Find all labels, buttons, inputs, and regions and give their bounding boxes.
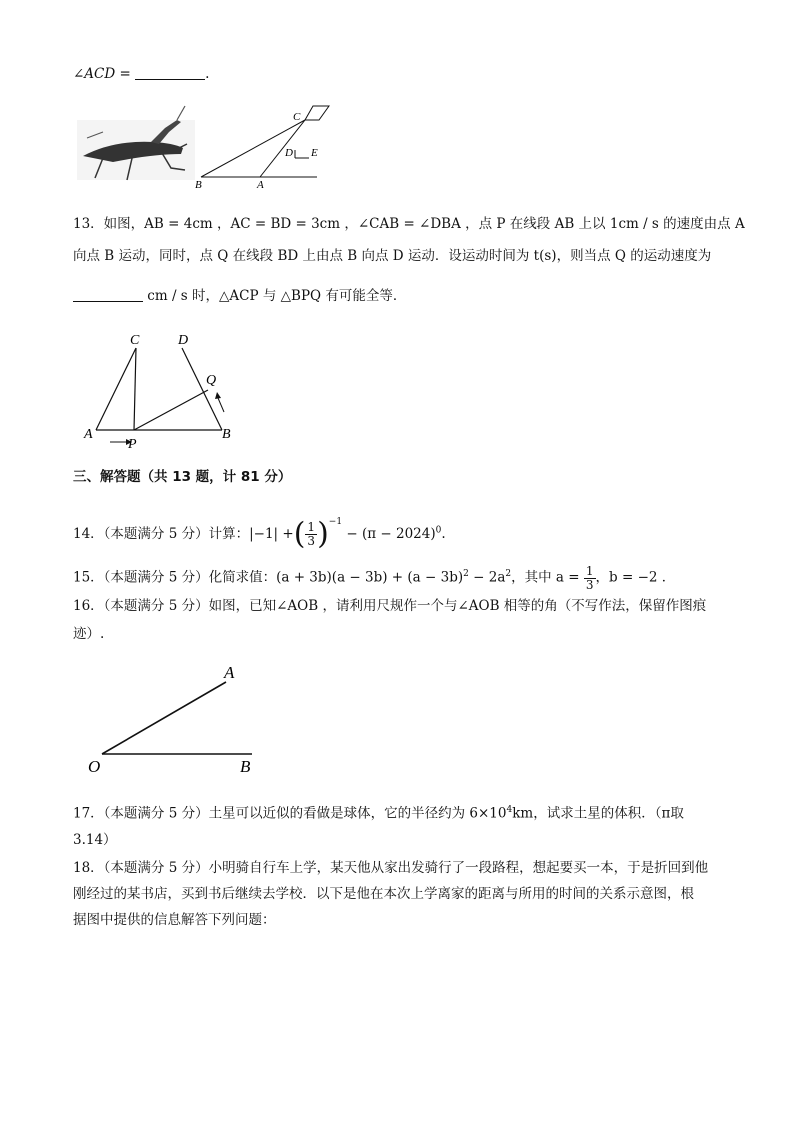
section-3-heading: 三、解答题（共 13 题，计 81 分）: [73, 469, 292, 485]
diagram-12: [195, 106, 329, 190]
q12-suffix: .: [205, 66, 210, 82]
q15-b: ，b = −2 ．: [595, 569, 676, 586]
q14-line: 14．（本题满分 5 分）计算：|−1| +( $\frac{1}{3}$ )$^{-1} - (\pi - 2024)^0$.: [73, 516, 446, 552]
q15-cond: ，其中 a =: [511, 569, 580, 586]
q15-a-fraction: $\frac{1}{3}$: [585, 563, 594, 592]
label-A: A: [224, 663, 235, 682]
q16-line1: 16．（本题满分 5 分）如图，已知∠AOB ，请利用尺规作一个与∠AOB 相等的角（不写作法，保留作图痕: [73, 598, 707, 614]
label-C: C: [130, 333, 140, 348]
q15-prefix: 15．（本题满分 5 分）化简求值：(a + 3b)(a − 3b) + (a − 3b): [73, 569, 464, 586]
q12-prefix: ∠ACD =: [73, 66, 131, 82]
q13-answer-blank[interactable]: [73, 287, 143, 302]
q13-line2: 向点 B 运动，同时，点 Q 在线段 BD 上由点 B 向点 D 运动．设运动时间为 t(s)，则当点 Q 的运动速度为: [73, 248, 712, 264]
label-A: A: [257, 179, 264, 190]
q15-mid: − 2a: [473, 569, 506, 586]
q12-answer-blank[interactable]: [135, 65, 205, 80]
label-A: A: [84, 427, 93, 442]
figure-16: [84, 660, 274, 780]
label-Q: Q: [206, 373, 217, 388]
q17-line2: 3.14）: [73, 832, 117, 848]
q18-line2: 刚经过的某书店，买到书后继续去学校．以下是他在本次上学离家的距离与所用的时间的关系示意图，根: [73, 886, 694, 902]
q13-line3-text: cm / s 时，△ACP 与 △BPQ 有可能全等．: [147, 288, 407, 304]
q17-line1: 17．（本题满分 5 分）土星可以近似的看做是球体，它的半径约为 $6\times 10^4km$，试求土星的体积．（π取: [73, 805, 684, 822]
q13-line3: [73, 286, 406, 306]
mantis-photo: [77, 106, 195, 180]
q15-line: 15．（本题满分 5 分）化简求值：$(a + 3b)(a - 3b) + (a - 3b)^2 - 2a^2$，其中 a = $\frac{1}{3}$ ，b = −2 ．: [73, 563, 676, 592]
q14-prefix: 14．（本题满分 5 分）计算：|−1| +: [73, 526, 294, 542]
label-B: B: [222, 427, 231, 442]
label-D: D: [285, 147, 293, 159]
q16-line2: 迹）.: [73, 626, 105, 642]
q14-tail: − (π − 2024): [346, 526, 436, 542]
q14-tail-exp: 0: [435, 525, 442, 536]
q18-line3: 据图中提供的信息解答下列问题：: [73, 912, 276, 928]
label-B: B: [195, 179, 202, 190]
q14-fraction: $\frac{1}{3}$: [307, 520, 316, 548]
q18-line1: 18．（本题满分 5 分）小明骑自行车上学，某天他从家出发骑行了一段路程，想起要买一本，于是折回到他: [73, 860, 709, 876]
q12-answer-line: [73, 64, 209, 84]
figure-12: [73, 98, 343, 190]
label-E: E: [311, 147, 318, 159]
label-P: P: [128, 437, 137, 450]
label-O: O: [88, 757, 101, 776]
figure-13: [80, 326, 250, 450]
q14-exp: −1: [328, 517, 343, 527]
q13-line1: 13．如图，AB = 4cm ，AC = BD = 3cm ，∠CAB = ∠DBA ，点 P 在线段 AB 上以 1cm / s 的速度由点 A: [73, 216, 745, 232]
label-B: B: [240, 757, 251, 776]
label-C: C: [293, 111, 301, 123]
label-D: D: [178, 333, 189, 348]
